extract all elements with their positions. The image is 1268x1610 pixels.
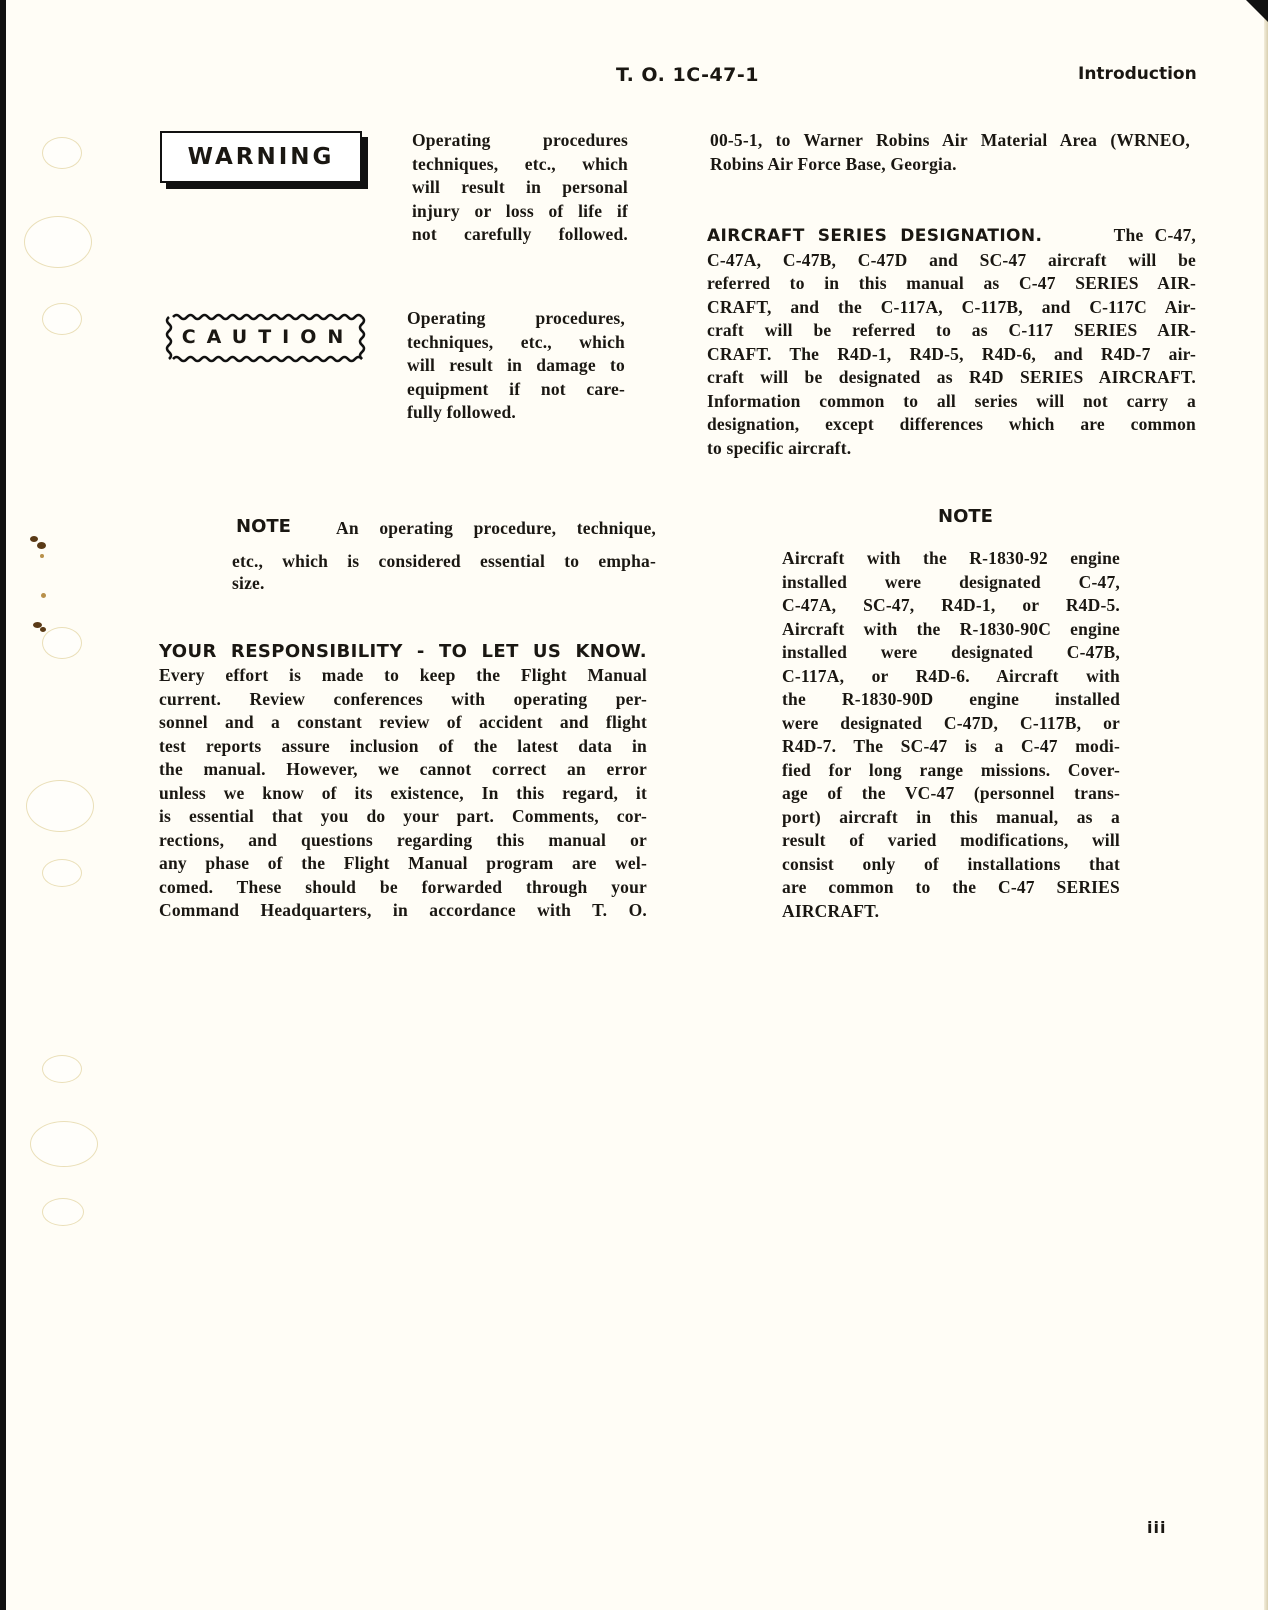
series-designation-section	[707, 224, 1196, 460]
text-line: Aircraft with the R-1830-92 engine	[782, 548, 1120, 568]
page-number: iii	[1147, 1518, 1167, 1537]
text-line: is essential that you do your part. Comments, cor-	[159, 806, 647, 826]
warning-text	[412, 129, 628, 247]
engine-note-text	[782, 547, 1120, 923]
text-line: C-47A, SC-47, R4D-1, or R4D-5.	[782, 595, 1120, 615]
text-line: comed. These should be forwarded through your	[159, 876, 647, 897]
binder-hole	[42, 859, 82, 887]
text-line: age of the VC-47 (personnel trans-	[782, 783, 1120, 803]
text-line: will result in personal	[412, 177, 628, 197]
text-line: are common to the C-47 SERIES	[782, 877, 1120, 897]
text-line: the manual. However, we cannot correct an error	[159, 759, 647, 779]
binder-hole	[42, 137, 82, 169]
text-line: fully followed.	[407, 402, 516, 422]
text-line: any phase of the Flight Manual program are wel-	[159, 853, 647, 873]
text-line: result of varied modifications, will	[782, 830, 1120, 850]
text-line: consist only of installations that	[782, 853, 1120, 874]
stain-mark	[37, 542, 46, 549]
stain-mark	[30, 536, 38, 542]
text-line: R4D-7. The SC-47 is a C-47 modi-	[782, 736, 1120, 756]
binder-hole	[30, 1121, 98, 1167]
text-fragment: The C-47,	[1113, 225, 1196, 245]
engine-note-label: NOTE	[938, 506, 993, 527]
text-line: sonnel and a constant review of accident and flight	[159, 712, 647, 732]
text-line: not carefully followed.	[412, 224, 628, 244]
text-line: C-117A, or R4D-6. Aircraft with	[782, 665, 1120, 686]
text-line: installed were designated C-47B,	[782, 642, 1120, 662]
stain-mark	[40, 627, 46, 632]
text-line: current. Review conferences with operating per-	[159, 688, 647, 709]
stain-mark	[41, 593, 46, 598]
text-line: Robins Air Force Base, Georgia.	[710, 153, 957, 174]
text-line: size.	[232, 572, 265, 593]
warning-label-box	[160, 131, 362, 183]
text-line: CRAFT. The R4D-1, R4D-5, R4D-6, and R4D-7 air-	[707, 343, 1196, 364]
binder-hole	[42, 303, 82, 335]
binder-hole	[42, 627, 82, 659]
caution-label: CAUTION	[181, 326, 355, 348]
text-line: techniques, etc., which	[412, 153, 628, 174]
text-line: Command Headquarters, in accordance with T. O.	[159, 900, 647, 920]
responsibility-heading: YOUR RESPONSIBILITY - TO LET US KNOW.	[159, 641, 647, 662]
scan-edge-right	[1264, 0, 1268, 1610]
warning-label: WARNING	[187, 144, 335, 170]
binder-hole	[26, 780, 94, 832]
text-line: equipment if not care-	[407, 378, 625, 399]
text-line: Every effort is made to keep the Flight Manual	[159, 665, 647, 685]
text-line: the R-1830-90D engine installed	[782, 689, 1120, 709]
text-line: fied for long range missions. Cover-	[782, 759, 1120, 780]
section-title: Introduction	[1078, 64, 1197, 84]
text-line: etc., which is considered essential to empha-	[232, 551, 656, 571]
text-line: referred to in this manual as C-47 SERIES AIR-	[707, 273, 1196, 293]
text-line: craft will be referred to as C-117 SERIES AIR-	[707, 320, 1196, 340]
text-line: 00-5-1, to Warner Robins Air Material Area (WRNEO,	[710, 130, 1190, 150]
text-line: Aircraft with the R-1830-90C engine	[782, 618, 1120, 639]
text-line: injury or loss of life if	[412, 200, 628, 221]
note-definition-text	[232, 550, 656, 595]
series-designation-first-line	[707, 224, 1196, 249]
stain-mark	[40, 554, 44, 558]
text-line: test reports assure inclusion of the latest data in	[159, 735, 647, 756]
scan-edge-left	[0, 0, 6, 1610]
text-line: techniques, etc., which	[407, 331, 625, 352]
text-line: rections, and questions regarding this manual or	[159, 829, 647, 850]
text-line: port) aircraft in this manual, as a	[782, 806, 1120, 827]
text-line: C-47A, C-47B, C-47D and SC-47 aircraft will be	[707, 249, 1196, 270]
binder-hole	[42, 1055, 82, 1083]
text-line: Operating procedures,	[407, 308, 625, 328]
text-line: Information common to all series will not carry a	[707, 390, 1196, 411]
text-line: unless we know of its existence, In this regard, it	[159, 782, 647, 803]
series-designation-heading: AIRCRAFT SERIES DESIGNATION.	[707, 226, 1043, 246]
caution-text	[407, 307, 625, 425]
responsibility-section	[159, 640, 647, 923]
text-line: will result in damage to	[407, 355, 625, 375]
continuation-text	[710, 129, 1190, 176]
text-line: An operating procedure, technique,	[336, 518, 656, 538]
note-definition-first-line	[336, 517, 656, 541]
text-line: designation, except differences which are common	[707, 414, 1196, 434]
text-line: to specific aircraft.	[707, 437, 852, 458]
text-line: CRAFT, and the C-117A, C-117B, and C-117C Air-	[707, 296, 1196, 317]
page-corner	[1246, 0, 1268, 22]
binder-hole	[24, 216, 92, 268]
text-line: AIRCRAFT.	[782, 900, 880, 921]
text-line: were designated C-47D, C-117B, or	[782, 712, 1120, 733]
note-label: NOTE	[236, 516, 291, 537]
document-id: T. O. 1C-47-1	[616, 64, 760, 86]
text-line: installed were designated C-47,	[782, 571, 1120, 592]
text-line: craft will be designated as R4D SERIES AIRCRAFT.	[707, 367, 1196, 387]
caution-label-box	[163, 312, 363, 362]
responsibility-text	[159, 664, 647, 923]
binder-hole	[42, 1198, 84, 1226]
text-line: Operating procedures	[412, 130, 628, 150]
